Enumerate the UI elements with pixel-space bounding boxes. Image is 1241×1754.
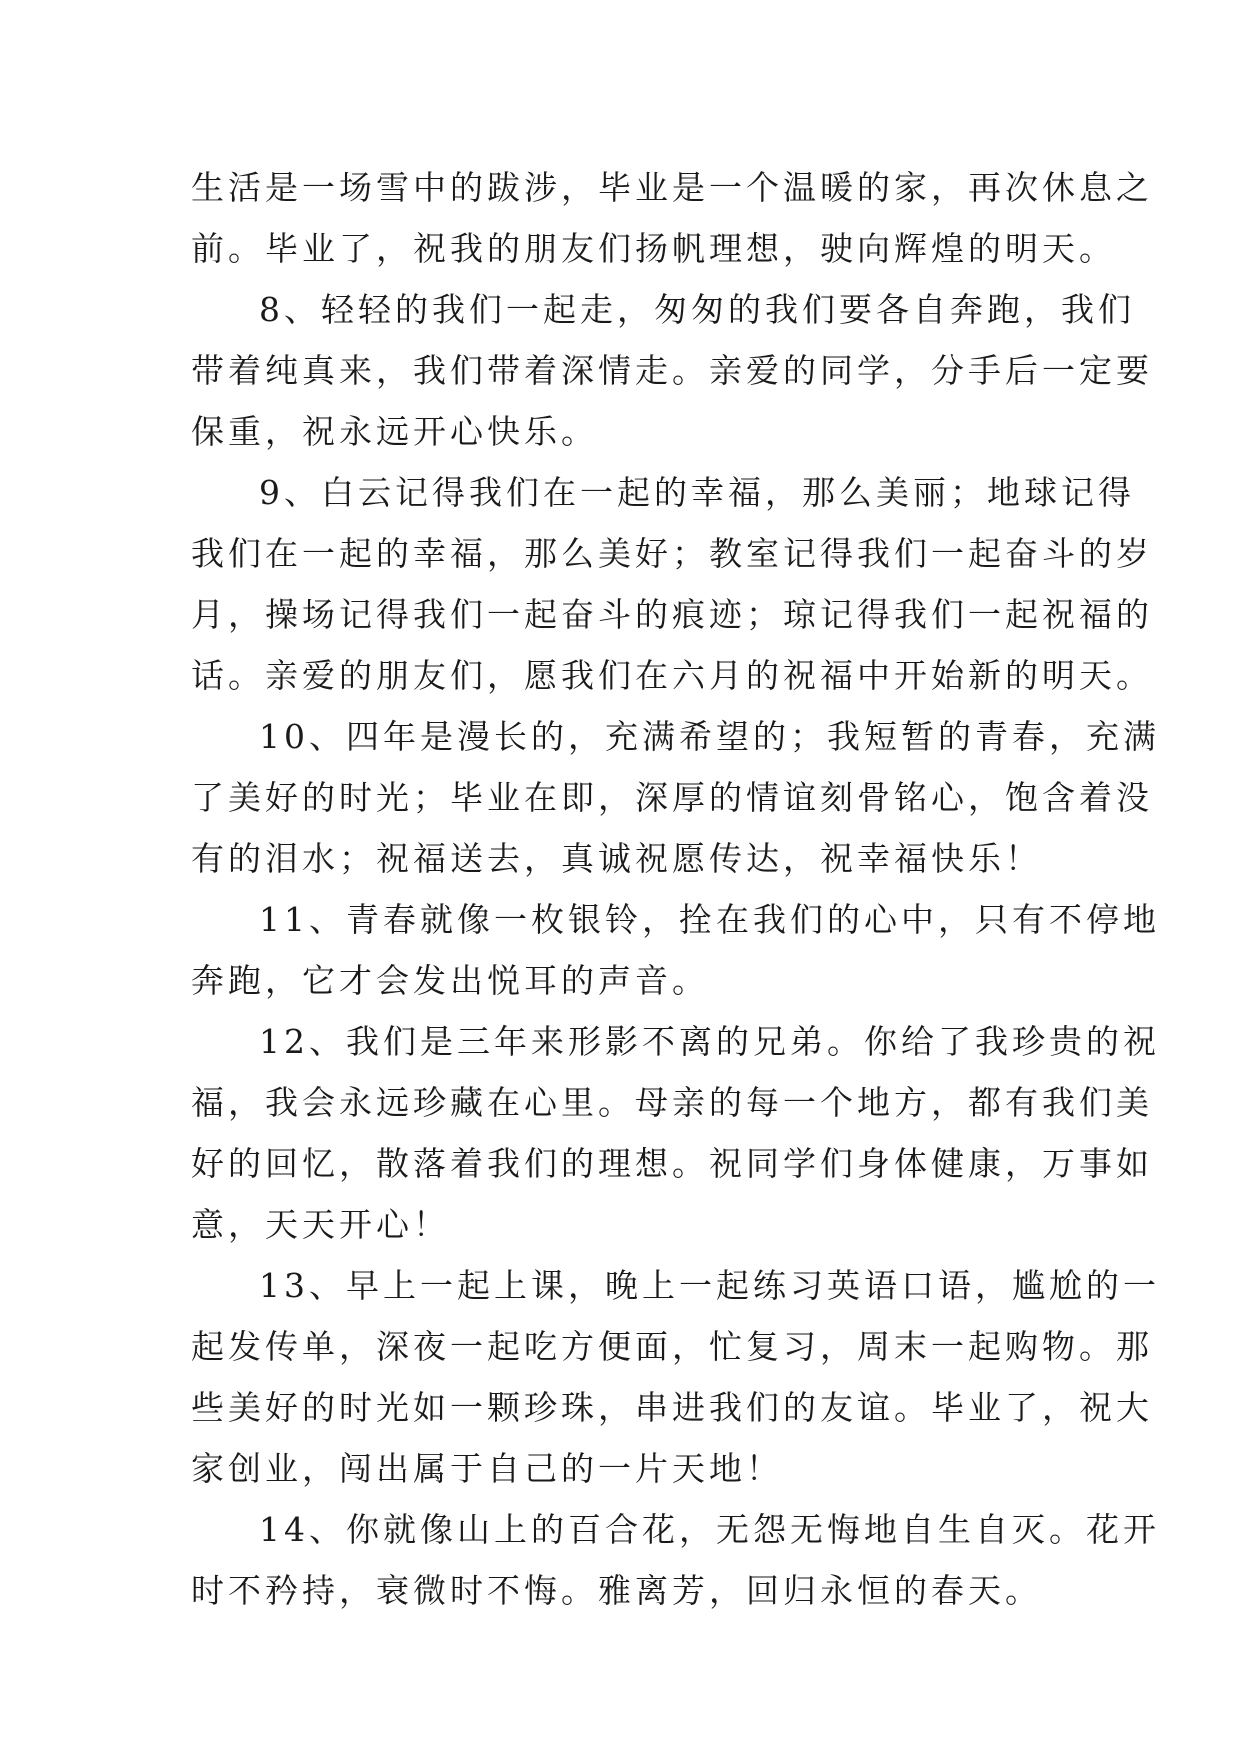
paragraph-10-start: 10、四年是漫长的，充满希望的；我短暂的青春，充满 bbox=[259, 717, 1160, 756]
text-line: 前。毕业了，祝我的朋友们扬帆理想，驶向辉煌的明天。 bbox=[191, 229, 1116, 268]
text-line: 了美好的时光；毕业在即，深厚的情谊刻骨铭心，饱含着没 bbox=[191, 778, 1153, 817]
text-line: 家创业，闯出属于自己的一片天地！ bbox=[191, 1449, 783, 1488]
text-line: 意，天天开心！ bbox=[191, 1205, 450, 1244]
text-line: 好的回忆，散落着我们的理想。祝同学们身体健康，万事如 bbox=[191, 1144, 1153, 1183]
text-line: 我们在一起的幸福，那么美好；教室记得我们一起奋斗的岁 bbox=[191, 534, 1153, 573]
paragraph-11-start: 11、青春就像一枚银铃，拴在我们的心中，只有不停地 bbox=[259, 900, 1160, 939]
text-line: 时不矜持，衰微时不悔。雅离芳，回归永恒的春天。 bbox=[191, 1571, 1042, 1610]
paragraph-8-start: 8、轻轻的我们一起走，匆匆的我们要各自奔跑，我们 bbox=[259, 290, 1135, 329]
paragraph-13-start: 13、早上一起上课，晚上一起练习英语口语，尴尬的一 bbox=[259, 1266, 1160, 1305]
paragraph-14-start: 14、你就像山上的百合花，无怨无悔地自生自灭。花开 bbox=[259, 1510, 1160, 1549]
text-line: 话。亲爱的朋友们，愿我们在六月的祝福中开始新的明天。 bbox=[191, 656, 1153, 695]
text-line: 福，我会永远珍藏在心里。母亲的每一个地方，都有我们美 bbox=[191, 1083, 1153, 1122]
document-body bbox=[191, 157, 1160, 1621]
text-line: 生活是一场雪中的跋涉，毕业是一个温暖的家，再次休息之 bbox=[191, 168, 1153, 207]
text-line: 保重，祝永远开心快乐。 bbox=[191, 412, 598, 451]
text-line: 带着纯真来，我们带着深情走。亲爱的同学，分手后一定要 bbox=[191, 351, 1153, 390]
text-line: 月，操场记得我们一起奋斗的痕迹；琼记得我们一起祝福的 bbox=[191, 595, 1153, 634]
paragraph-12-start: 12、我们是三年来形影不离的兄弟。你给了我珍贵的祝 bbox=[259, 1022, 1160, 1061]
text-line: 起发传单，深夜一起吃方便面，忙复习，周末一起购物。那 bbox=[191, 1327, 1153, 1366]
text-line: 些美好的时光如一颗珍珠，串进我们的友谊。毕业了，祝大 bbox=[191, 1388, 1153, 1427]
text-line: 奔跑，它才会发出悦耳的声音。 bbox=[191, 961, 709, 1000]
text-line: 有的泪水；祝福送去，真诚祝愿传达，祝幸福快乐！ bbox=[191, 839, 1042, 878]
paragraph-9-start: 9、白云记得我们在一起的幸福，那么美丽；地球记得 bbox=[259, 473, 1135, 512]
